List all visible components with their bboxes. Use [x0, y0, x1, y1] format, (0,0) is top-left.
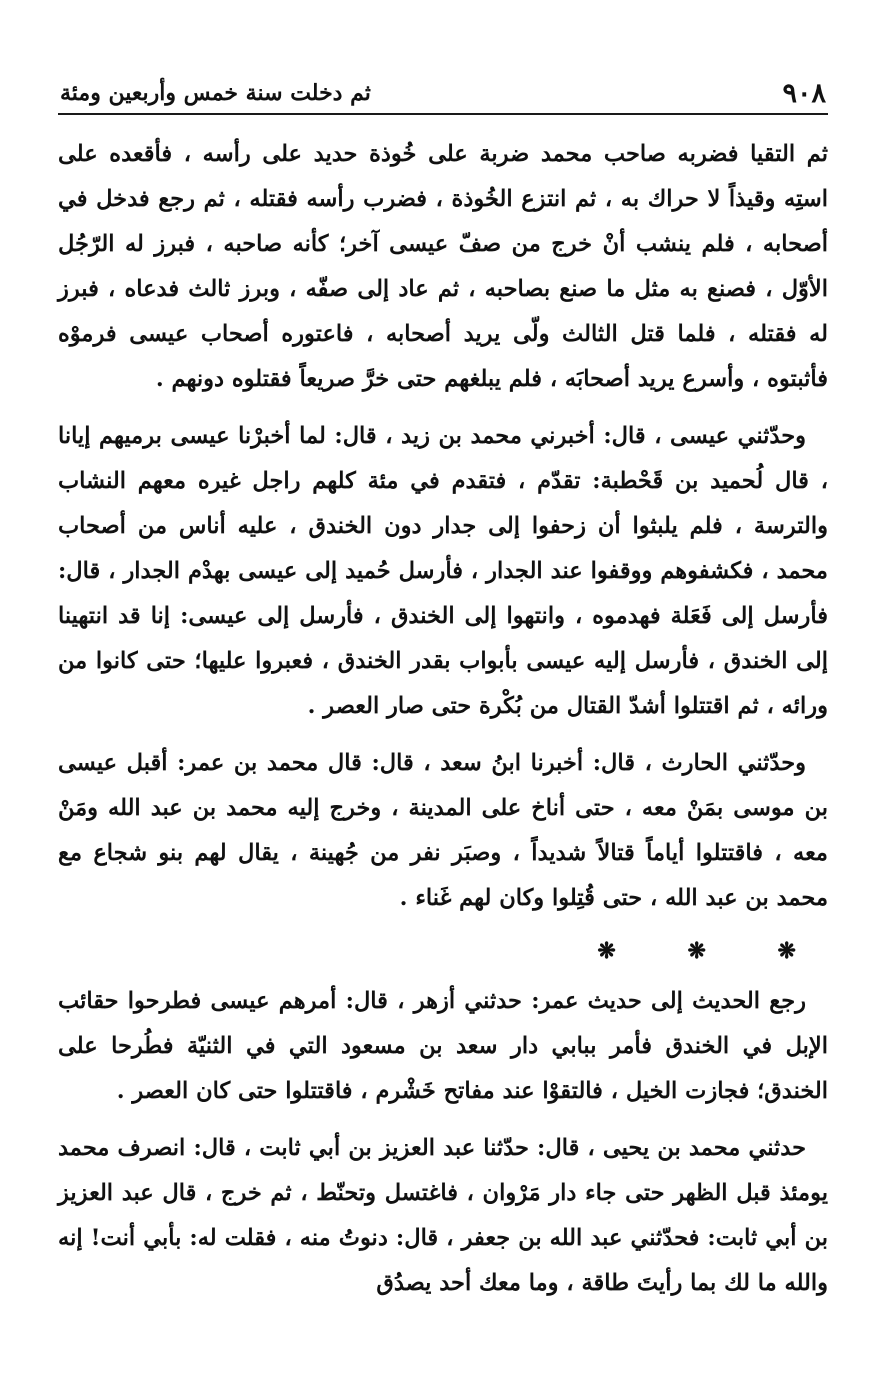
paragraph-2: وحدّثني عيسى ، قال: أخبرني محمد بن زيد ، قال: لما أخبرْنا عيسى برميهم إيانا ، قال لُحميد بن قَحْطبة: تقدّم ، فتقدم في مئة كلهم راجل غيره معهم النشاب والترسة ، فلم يلبثوا أن زحفوا إلى جدار دون الخندق ، عليه أناس من أصحاب محمد ، فكشفوهم ووقفوا عند الجدار ، فأرسل حُميد إلى عيسى بهدْم الجدار ، قال: فأرسل إلى فَعَلة فهدموه ، وانتهوا إلى الخندق ، فأرسل إلى عيسى: إنا قد انتهينا إلى الخندق ، فأرسل إليه عيسى بأبواب بقدر الخندق ، فعبروا عليها؛ حتى كانوا من ورائه ، ثم اقتتلوا أشدّ القتال من بُكْرة حتى صار العصر .	[58, 423, 828, 719]
paragraph-1: ثم التقيا فضربه صاحب محمد ضربة على خُوذة حديد على رأسه ، فأقعده على استِه وقيذاً لا حراك به ، ثم انتزع الخُوذة ، فضرب رأسه فقتله ، ثم رجع فدخل في أصحابه ، فلم ينشب أنْ خرج من صفّ عيسى آخر؛ كأنه صاحبه ، فبرز له الرّجُل الأوّل ، فصنع به مثل ما صنع بصاحبه ، ثم عاد إلى صفّه ، وبرز ثالث فدعاه ، فبرز له فقتله ، فلما قتل الثالث ولّى يريد أصحابه ، فاعتوره أصحاب عيسى فرموْه فأثبتوه ، وأسرع يريد أصحابَه ، فلم يبلغهم حتى خرَّ صريعاً فقتلوه دونهم .	[58, 141, 828, 392]
page-body	[58, 132, 828, 1318]
header-divider	[58, 113, 828, 115]
page-header	[60, 72, 826, 112]
paragraph-4: رجع الحديث إلى حديث عمر: حدثني أزهر ، قال: أمرهم عيسى فطرحوا حقائب الإبل في الخندق فأمر ببابي دار سعد بن مسعود التي في الثنيّة فطُرحا على الخندق؛ فجازت الخيل ، فالتقوْا عند مفاتح خَشْرم ، فاقتتلوا حتى كان العصر .	[58, 988, 828, 1104]
running-title: ثم دخلت سنة خمس وأربعين ومئة	[60, 80, 371, 106]
paragraph-3: وحدّثني الحارث ، قال: أخبرنا ابنُ سعد ، قال: قال محمد بن عمر: أقبل عيسى بن موسى بمَنْ معه ، حتى أناخ على المدينة ، وخرج إليه محمد بن عبد الله ومَنْ معه ، فاقتتلوا أياماً قتالاً شديداً ، وصبَر نفر من جُهينة ، يقال لهم بنو شجاع مع محمد بن عبد الله ، حتى قُتِلوا وكان لهم غَناء .	[58, 750, 828, 911]
page-number: ٩٠٨	[782, 78, 826, 109]
section-separator: ❋ ❋ ❋	[597, 938, 828, 964]
paragraph-5: حدثني محمد بن يحيى ، قال: حدّثنا عبد العزيز بن أبي ثابت ، قال: انصرف محمد يومئذ قبل الظهر حتى جاء دار مَرْوان ، فاغتسل وتحنّط ، ثم خرج ، قال عبد العزيز بن أبي ثابت: فحدّثني عبد الله بن جعفر ، قال: دنوتُ منه ، فقلت له: بأبي أنت! إنه والله ما لك بما رأيتَ طاقة ، وما معك أحد يصدُق	[58, 1135, 828, 1296]
